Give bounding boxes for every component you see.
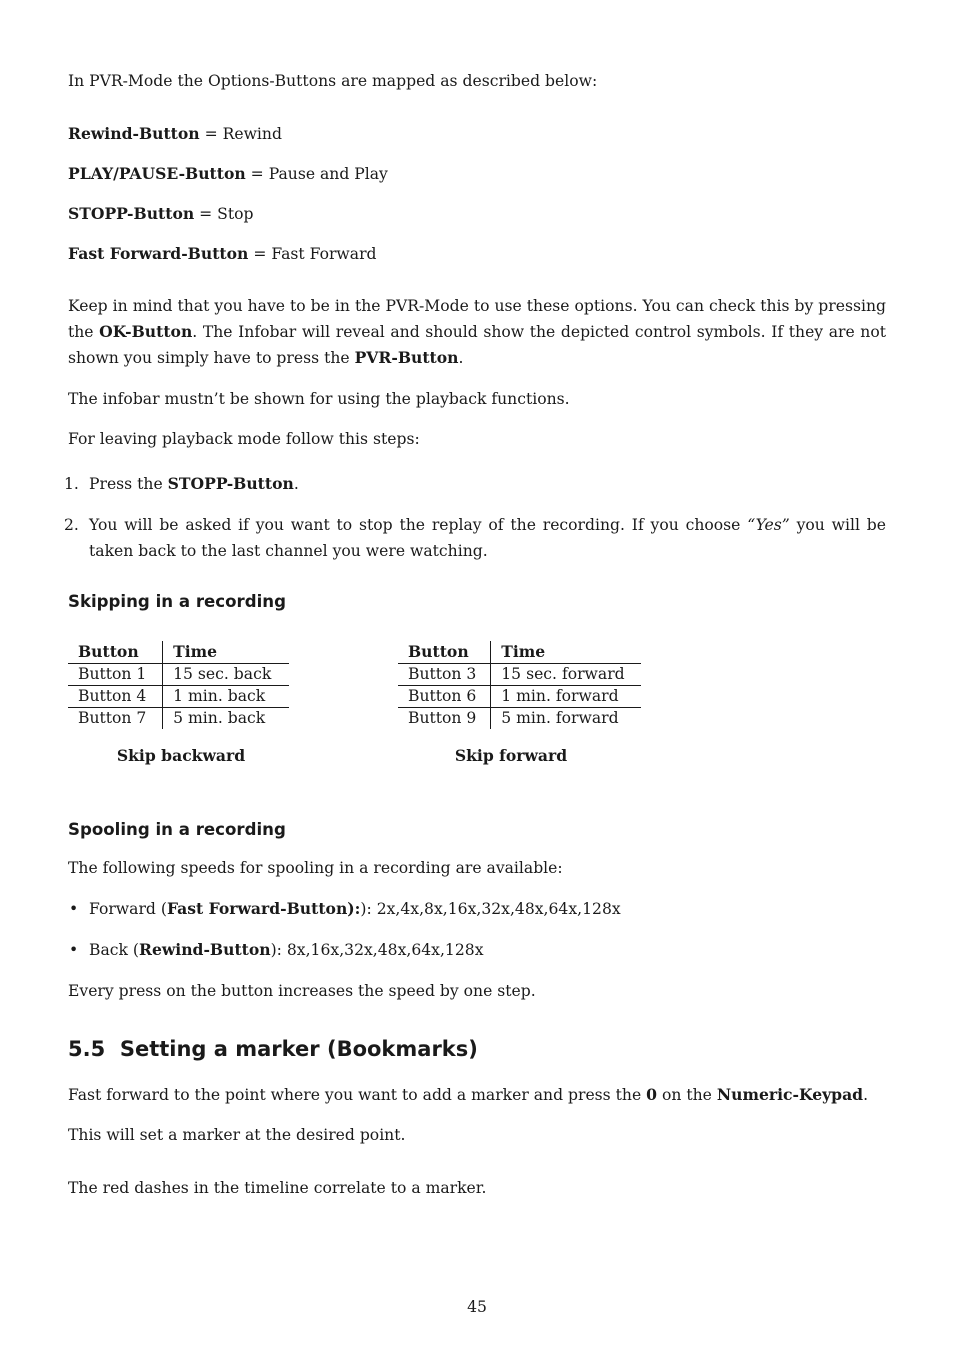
skipping-heading: Skipping in a recording	[68, 592, 286, 611]
skip-backward-table	[68, 641, 289, 729]
marker-instruction: Fast forward to the point where you want to add a marker and press the 0 on the Numeric-Keypad.	[68, 1085, 869, 1104]
table-row: Button 1 15 sec. back	[68, 664, 289, 686]
skip-forward-caption: Skip forward	[454, 746, 568, 765]
marker-timeline-note: The red dashes in the timeline correlate to a marker.	[68, 1179, 487, 1197]
mapping-fast-forward: Fast Forward-Button = Fast Forward	[68, 244, 377, 263]
spooling-intro: The following speeds for spooling in a recording are available:	[68, 859, 563, 877]
table-row: Button 4 1 min. back	[68, 686, 289, 708]
table-row: Button 9 5 min. forward	[398, 708, 641, 730]
skip-forward-table	[398, 641, 641, 729]
spooling-outro: Every press on the button increases the speed by one step.	[68, 982, 536, 1000]
list-item: • Back (Rewind-Button): 8x,16x,32x,48x,64x,128x	[69, 940, 484, 959]
keep-in-mind-paragraph: Keep in mind that you have to be in the PVR-Mode to use these options. You can check this by pressing the OK-Button. The Infobar will reveal and should show the depicted control symbols. If they are not shown you simply have to press the PVR-Button.	[68, 297, 886, 367]
list-item: 2. You will be asked if you want to stop the replay of the recording. If you choose “Yes” you will be taken back to the last channel you were watching.	[64, 516, 886, 560]
mapping-rewind: Rewind-Button = Rewind	[68, 124, 282, 143]
list-item: 1. Press the STOPP-Button.	[64, 474, 299, 493]
intro-text: In PVR-Mode the Options-Buttons are mapped as described below:	[68, 72, 598, 90]
mapping-stopp: STOPP-Button = Stop	[68, 204, 254, 223]
table-row: Button 3 15 sec. forward	[398, 664, 641, 686]
page-number: 45	[467, 1298, 487, 1316]
table-header: Button	[68, 641, 163, 664]
mapping-play-pause: PLAY/PAUSE-Button = Pause and Play	[68, 164, 388, 183]
marker-result: This will set a marker at the desired point.	[68, 1126, 406, 1144]
list-item: • Forward (Fast Forward-Button):): 2x,4x,8x,16x,32x,48x,64x,128x	[69, 899, 621, 918]
table-header: Time	[491, 641, 641, 664]
table-row: Button 7 5 min. back	[68, 708, 289, 730]
leaving-intro: For leaving playback mode follow this steps:	[68, 430, 420, 448]
table-header: Button	[398, 641, 491, 664]
table-row: Button 6 1 min. forward	[398, 686, 641, 708]
table-header: Time	[163, 641, 289, 664]
skip-backward-caption: Skip backward	[116, 746, 246, 765]
spooling-heading: Spooling in a recording	[68, 820, 286, 839]
section-heading: 5.5 Setting a marker (Bookmarks)	[68, 1037, 478, 1061]
infobar-note: The infobar mustn’t be shown for using the playback functions.	[68, 390, 570, 408]
